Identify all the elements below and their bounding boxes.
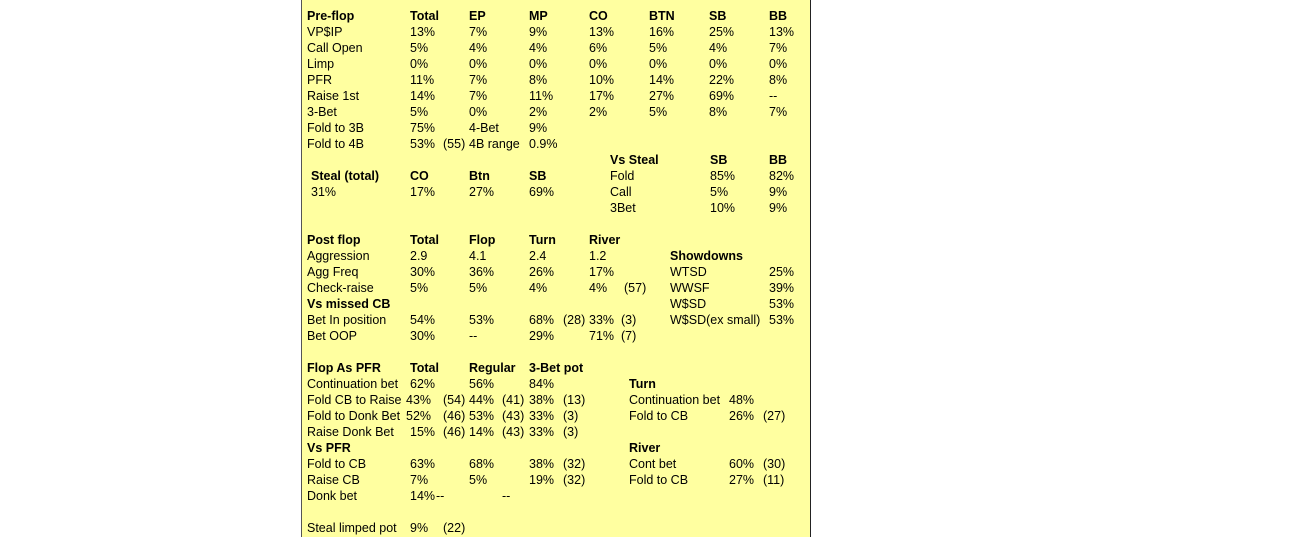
stat-cell: 4B range (469, 137, 520, 151)
header-cell: River (629, 441, 661, 455)
stat-cell: WWSF (670, 281, 710, 295)
header-cell: BB (769, 153, 788, 167)
stat-cell: 0% (469, 105, 488, 119)
header-cell: SB (710, 153, 728, 167)
stat-cell: 30% (410, 329, 436, 343)
stat-cell: Fold to Donk Bet (307, 409, 401, 423)
header-cell: Vs Steal (610, 153, 659, 167)
stat-cell: 43% (406, 393, 432, 407)
stat-cell: (28) (563, 313, 586, 327)
header-cell: EP (469, 9, 486, 23)
stat-cell: 9% (769, 185, 788, 199)
stat-cell: Check-raise (307, 281, 374, 295)
stat-cell: VP$IP (307, 25, 343, 39)
stat-cell: 17% (589, 89, 615, 103)
stat-cell: W$SD (670, 297, 707, 311)
stat-cell: 30% (410, 265, 436, 279)
stat-cell: (32) (563, 457, 586, 471)
stat-cell: 5% (469, 473, 488, 487)
stat-cell: (22) (443, 521, 466, 535)
stat-cell: Raise Donk Bet (307, 425, 394, 439)
stat-cell: (55) (443, 137, 466, 151)
stat-cell: Call Open (307, 41, 363, 55)
stat-cell: 4% (469, 41, 488, 55)
header-cell: River (589, 233, 621, 247)
stat-cell: 14% (469, 425, 495, 439)
stat-cell: 53% (469, 409, 495, 423)
stat-cell: Steal limped pot (307, 521, 397, 535)
stat-cell: Cont bet (629, 457, 677, 471)
stat-cell: (27) (763, 409, 786, 423)
stat-cell: Limp (307, 57, 335, 71)
stat-cell: 22% (709, 73, 735, 87)
stat-cell: Fold to 4B (307, 137, 364, 151)
stat-cell: 7% (469, 89, 488, 103)
stat-cell: Agg Freq (307, 265, 359, 279)
header-cell: Regular (469, 361, 516, 375)
stat-cell: 0% (529, 57, 548, 71)
stat-cell: 0% (649, 57, 668, 71)
header-cell: Vs missed CB (307, 297, 391, 311)
stat-cell: (7) (621, 329, 637, 343)
stat-cell: 26% (529, 265, 555, 279)
stat-cell: 56% (469, 377, 495, 391)
stat-cell: -- (502, 489, 511, 503)
header-cell: 3-Bet pot (529, 361, 584, 375)
stat-cell: Fold to CB (629, 473, 689, 487)
stat-cell: 8% (769, 73, 788, 87)
header-cell: BTN (649, 9, 675, 23)
header-cell: Steal (total) (311, 169, 380, 183)
stat-cell: 0% (709, 57, 728, 71)
stat-cell: -- (769, 89, 778, 103)
stat-cell: Fold to 3B (307, 121, 364, 135)
stat-cell: 39% (769, 281, 795, 295)
stat-cell: 48% (729, 393, 755, 407)
stat-cell: 4.1 (469, 249, 487, 263)
stat-cell: (57) (624, 281, 647, 295)
stat-cell: (43) (502, 409, 525, 423)
stat-cell: 54% (410, 313, 436, 327)
stat-cell: Fold to CB (629, 409, 689, 423)
stat-cell: 82% (769, 169, 795, 183)
header-cell: Total (410, 233, 439, 247)
stat-cell: 84% (529, 377, 555, 391)
header-cell: Showdowns (670, 249, 743, 263)
header-cell: CO (589, 9, 608, 23)
stat-cell: W$SD(ex small) (670, 313, 761, 327)
stat-cell: 5% (710, 185, 729, 199)
stat-cell: 19% (529, 473, 555, 487)
header-cell: Flop As PFR (307, 361, 381, 375)
stat-cell: (30) (763, 457, 786, 471)
stat-cell: 4% (529, 281, 548, 295)
stat-cell: 2% (589, 105, 608, 119)
header-cell: Pre-flop (307, 9, 355, 23)
stat-cell: 52% (406, 409, 432, 423)
stat-cell: 75% (410, 121, 436, 135)
stat-cell: 69% (709, 89, 735, 103)
stat-cell: 9% (529, 25, 548, 39)
stat-cell: 60% (729, 457, 755, 471)
stat-cell: 1.2 (589, 249, 607, 263)
header-cell: Turn (529, 233, 556, 247)
header-cell: BB (769, 9, 788, 23)
stat-cell: 7% (769, 105, 788, 119)
stat-cell: (43) (502, 425, 525, 439)
stat-cell: 4% (709, 41, 728, 55)
stat-cell: 9% (410, 521, 429, 535)
stat-cell: 25% (709, 25, 735, 39)
stat-cell: 62% (410, 377, 436, 391)
stat-cell: 85% (710, 169, 736, 183)
stat-cell: 53% (410, 137, 436, 151)
stat-cell: 4% (589, 281, 608, 295)
stat-cell: 13% (410, 25, 436, 39)
stat-cell: 5% (649, 41, 668, 55)
stat-cell: 5% (410, 105, 429, 119)
stat-cell: 13% (589, 25, 615, 39)
stat-cell: 7% (410, 473, 429, 487)
header-cell: SB (709, 9, 727, 23)
stat-cell: 25% (769, 265, 795, 279)
stat-cell: 14% (410, 489, 436, 503)
header-cell: Vs PFR (307, 441, 351, 455)
stat-cell: 27% (729, 473, 755, 487)
stat-cell: (11) (763, 473, 785, 487)
header-cell: Total (410, 361, 439, 375)
stat-cell: 36% (469, 265, 495, 279)
stat-cell: Bet OOP (307, 329, 358, 343)
stat-cell: 2% (529, 105, 548, 119)
stat-cell: (54) (443, 393, 466, 407)
stat-cell: 9% (529, 121, 548, 135)
header-cell: CO (410, 169, 429, 183)
stat-cell: Fold CB to Raise (307, 393, 402, 407)
stat-cell: 11% (410, 73, 435, 87)
stat-cell: 11% (529, 89, 554, 103)
stat-cell: 71% (589, 329, 615, 343)
stat-cell: (13) (563, 393, 586, 407)
stat-cell: (3) (563, 425, 579, 439)
stat-cell: (46) (443, 425, 466, 439)
stat-cell: 44% (469, 393, 495, 407)
stat-cell: 0% (410, 57, 429, 71)
stat-cell: (3) (563, 409, 579, 423)
header-cell: SB (529, 169, 547, 183)
stat-cell: Donk bet (307, 489, 358, 503)
stat-cell: 33% (589, 313, 615, 327)
header-cell: Turn (629, 377, 656, 391)
stat-cell: 14% (649, 73, 675, 87)
stat-cell: 53% (469, 313, 495, 327)
header-cell: Post flop (307, 233, 361, 247)
stat-cell: 63% (410, 457, 436, 471)
stat-cell: Bet In position (307, 313, 387, 327)
stat-cell: 8% (709, 105, 728, 119)
stat-cell: 27% (649, 89, 675, 103)
stat-cell: 26% (729, 409, 755, 423)
stat-cell: (32) (563, 473, 586, 487)
stat-cell: 53% (769, 313, 795, 327)
header-cell: Btn (469, 169, 490, 183)
stat-cell: 0% (469, 57, 488, 71)
stat-cell: 13% (769, 25, 795, 39)
stat-cell: 16% (649, 25, 675, 39)
stat-cell: (3) (621, 313, 637, 327)
stat-cell: 15% (410, 425, 436, 439)
stat-cell: 68% (529, 313, 555, 327)
stat-cell: 53% (769, 297, 795, 311)
stat-cell: -- (436, 489, 445, 503)
stat-cell: 0% (589, 57, 608, 71)
stat-cell: PFR (307, 73, 332, 87)
stat-cell: 5% (410, 41, 429, 55)
stat-cell: 7% (469, 25, 488, 39)
stat-cell: 5% (469, 281, 488, 295)
stats-sheet (301, 0, 811, 537)
stat-cell: 17% (589, 265, 615, 279)
stat-cell: 3Bet (610, 201, 636, 215)
stat-cell: Raise CB (307, 473, 360, 487)
stat-cell: 69% (529, 185, 555, 199)
stat-cell: Call (610, 185, 632, 199)
stat-cell: 33% (529, 425, 555, 439)
stat-cell: 27% (469, 185, 495, 199)
stat-cell: 7% (469, 73, 488, 87)
stat-cell: 10% (710, 201, 736, 215)
stat-cell: 38% (529, 393, 555, 407)
stat-cell: 6% (589, 41, 608, 55)
stat-cell: 29% (529, 329, 555, 343)
stat-cell: 3-Bet (307, 105, 337, 119)
stat-cell: 31% (311, 185, 337, 199)
stat-cell: 0% (769, 57, 788, 71)
stat-cell: 38% (529, 457, 555, 471)
stat-cell: (41) (502, 393, 525, 407)
header-cell: Total (410, 9, 439, 23)
stat-cell: 4-Bet (469, 121, 499, 135)
stat-cell: (46) (443, 409, 466, 423)
stat-cell: 7% (769, 41, 788, 55)
stat-cell: 8% (529, 73, 548, 87)
stat-cell: 2.9 (410, 249, 428, 263)
header-cell: Flop (469, 233, 496, 247)
stat-cell: 5% (410, 281, 429, 295)
stat-cell: Raise 1st (307, 89, 360, 103)
stat-cell: 4% (529, 41, 548, 55)
stat-cell: 0.9% (529, 137, 558, 151)
stat-cell: 17% (410, 185, 436, 199)
stat-cell: Continuation bet (307, 377, 399, 391)
stat-cell: 5% (649, 105, 668, 119)
stat-cell: 68% (469, 457, 495, 471)
stat-cell: Aggression (307, 249, 370, 263)
stat-cell: 14% (410, 89, 436, 103)
stat-cell: 10% (589, 73, 615, 87)
stat-cell: 9% (769, 201, 788, 215)
stat-cell: 2.4 (529, 249, 547, 263)
header-cell: MP (529, 9, 548, 23)
stat-cell: Fold to CB (307, 457, 367, 471)
stat-cell: Fold (610, 169, 635, 183)
stat-cell: -- (469, 329, 478, 343)
stat-cell: 33% (529, 409, 555, 423)
stat-cell: Continuation bet (629, 393, 721, 407)
stat-cell: WTSD (670, 265, 707, 279)
